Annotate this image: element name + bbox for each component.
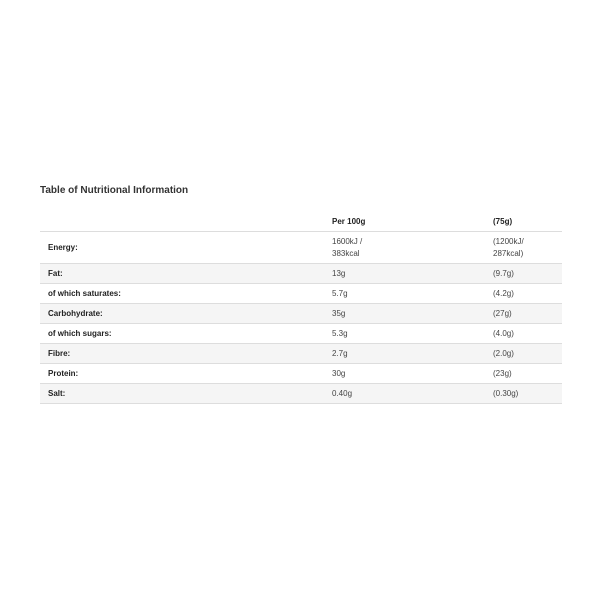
table-row-sugars <box>40 324 562 344</box>
table-row-protein <box>40 364 562 384</box>
table-row-carbohydrate <box>40 304 562 324</box>
header-per-100g: Per 100g <box>332 216 366 226</box>
table-row-energy <box>40 232 562 264</box>
row-label: Carbohydrate: <box>40 304 332 324</box>
row-label: Fat: <box>40 264 332 284</box>
row-per-serving: (2.0g) <box>493 344 562 364</box>
row-label: of which saturates: <box>40 284 332 304</box>
row-label: Protein: <box>40 364 332 384</box>
row-per-100g: 13g <box>332 264 493 284</box>
energy-kcal-per-100g: 383kcal <box>332 248 360 258</box>
row-per-100g: 2.7g <box>332 344 493 364</box>
table-row-salt <box>40 384 562 404</box>
energy-kj-per-100g: 1600kJ / <box>332 236 363 246</box>
row-per-100g: 5.3g <box>332 324 493 344</box>
header-nutrient <box>40 214 332 232</box>
nutrition-panel <box>40 184 562 404</box>
row-per-serving: (4.2g) <box>493 284 562 304</box>
row-per-serving: (27g) <box>493 304 562 324</box>
table-title: Table of Nutritional Information <box>40 185 189 196</box>
row-per-serving: (4.0g) <box>493 324 562 344</box>
row-label: Salt: <box>40 384 332 404</box>
row-per-100g: 35g <box>332 304 493 324</box>
row-per-100g: 5.7g <box>332 284 493 304</box>
row-per-100g: 0.40g <box>332 384 493 404</box>
nutrition-table <box>40 214 562 404</box>
row-per-serving: (0.30g) <box>493 384 562 404</box>
energy-kj-per-serving: (1200kJ/ <box>493 236 524 246</box>
row-label: Fibre: <box>40 344 332 364</box>
row-per-serving: (9.7g) <box>493 264 562 284</box>
row-per-serving <box>493 232 562 264</box>
table-row-fat <box>40 264 562 284</box>
energy-kcal-per-serving: 287kcal) <box>493 248 524 258</box>
table-header-row <box>40 214 562 232</box>
table-row-fibre <box>40 344 562 364</box>
row-label: Energy: <box>40 232 332 264</box>
row-label: of which sugars: <box>40 324 332 344</box>
row-per-100g <box>332 232 493 264</box>
table-row-saturates <box>40 284 562 304</box>
row-per-serving: (23g) <box>493 364 562 384</box>
header-per-serving: (75g) <box>493 216 513 226</box>
row-per-100g: 30g <box>332 364 493 384</box>
